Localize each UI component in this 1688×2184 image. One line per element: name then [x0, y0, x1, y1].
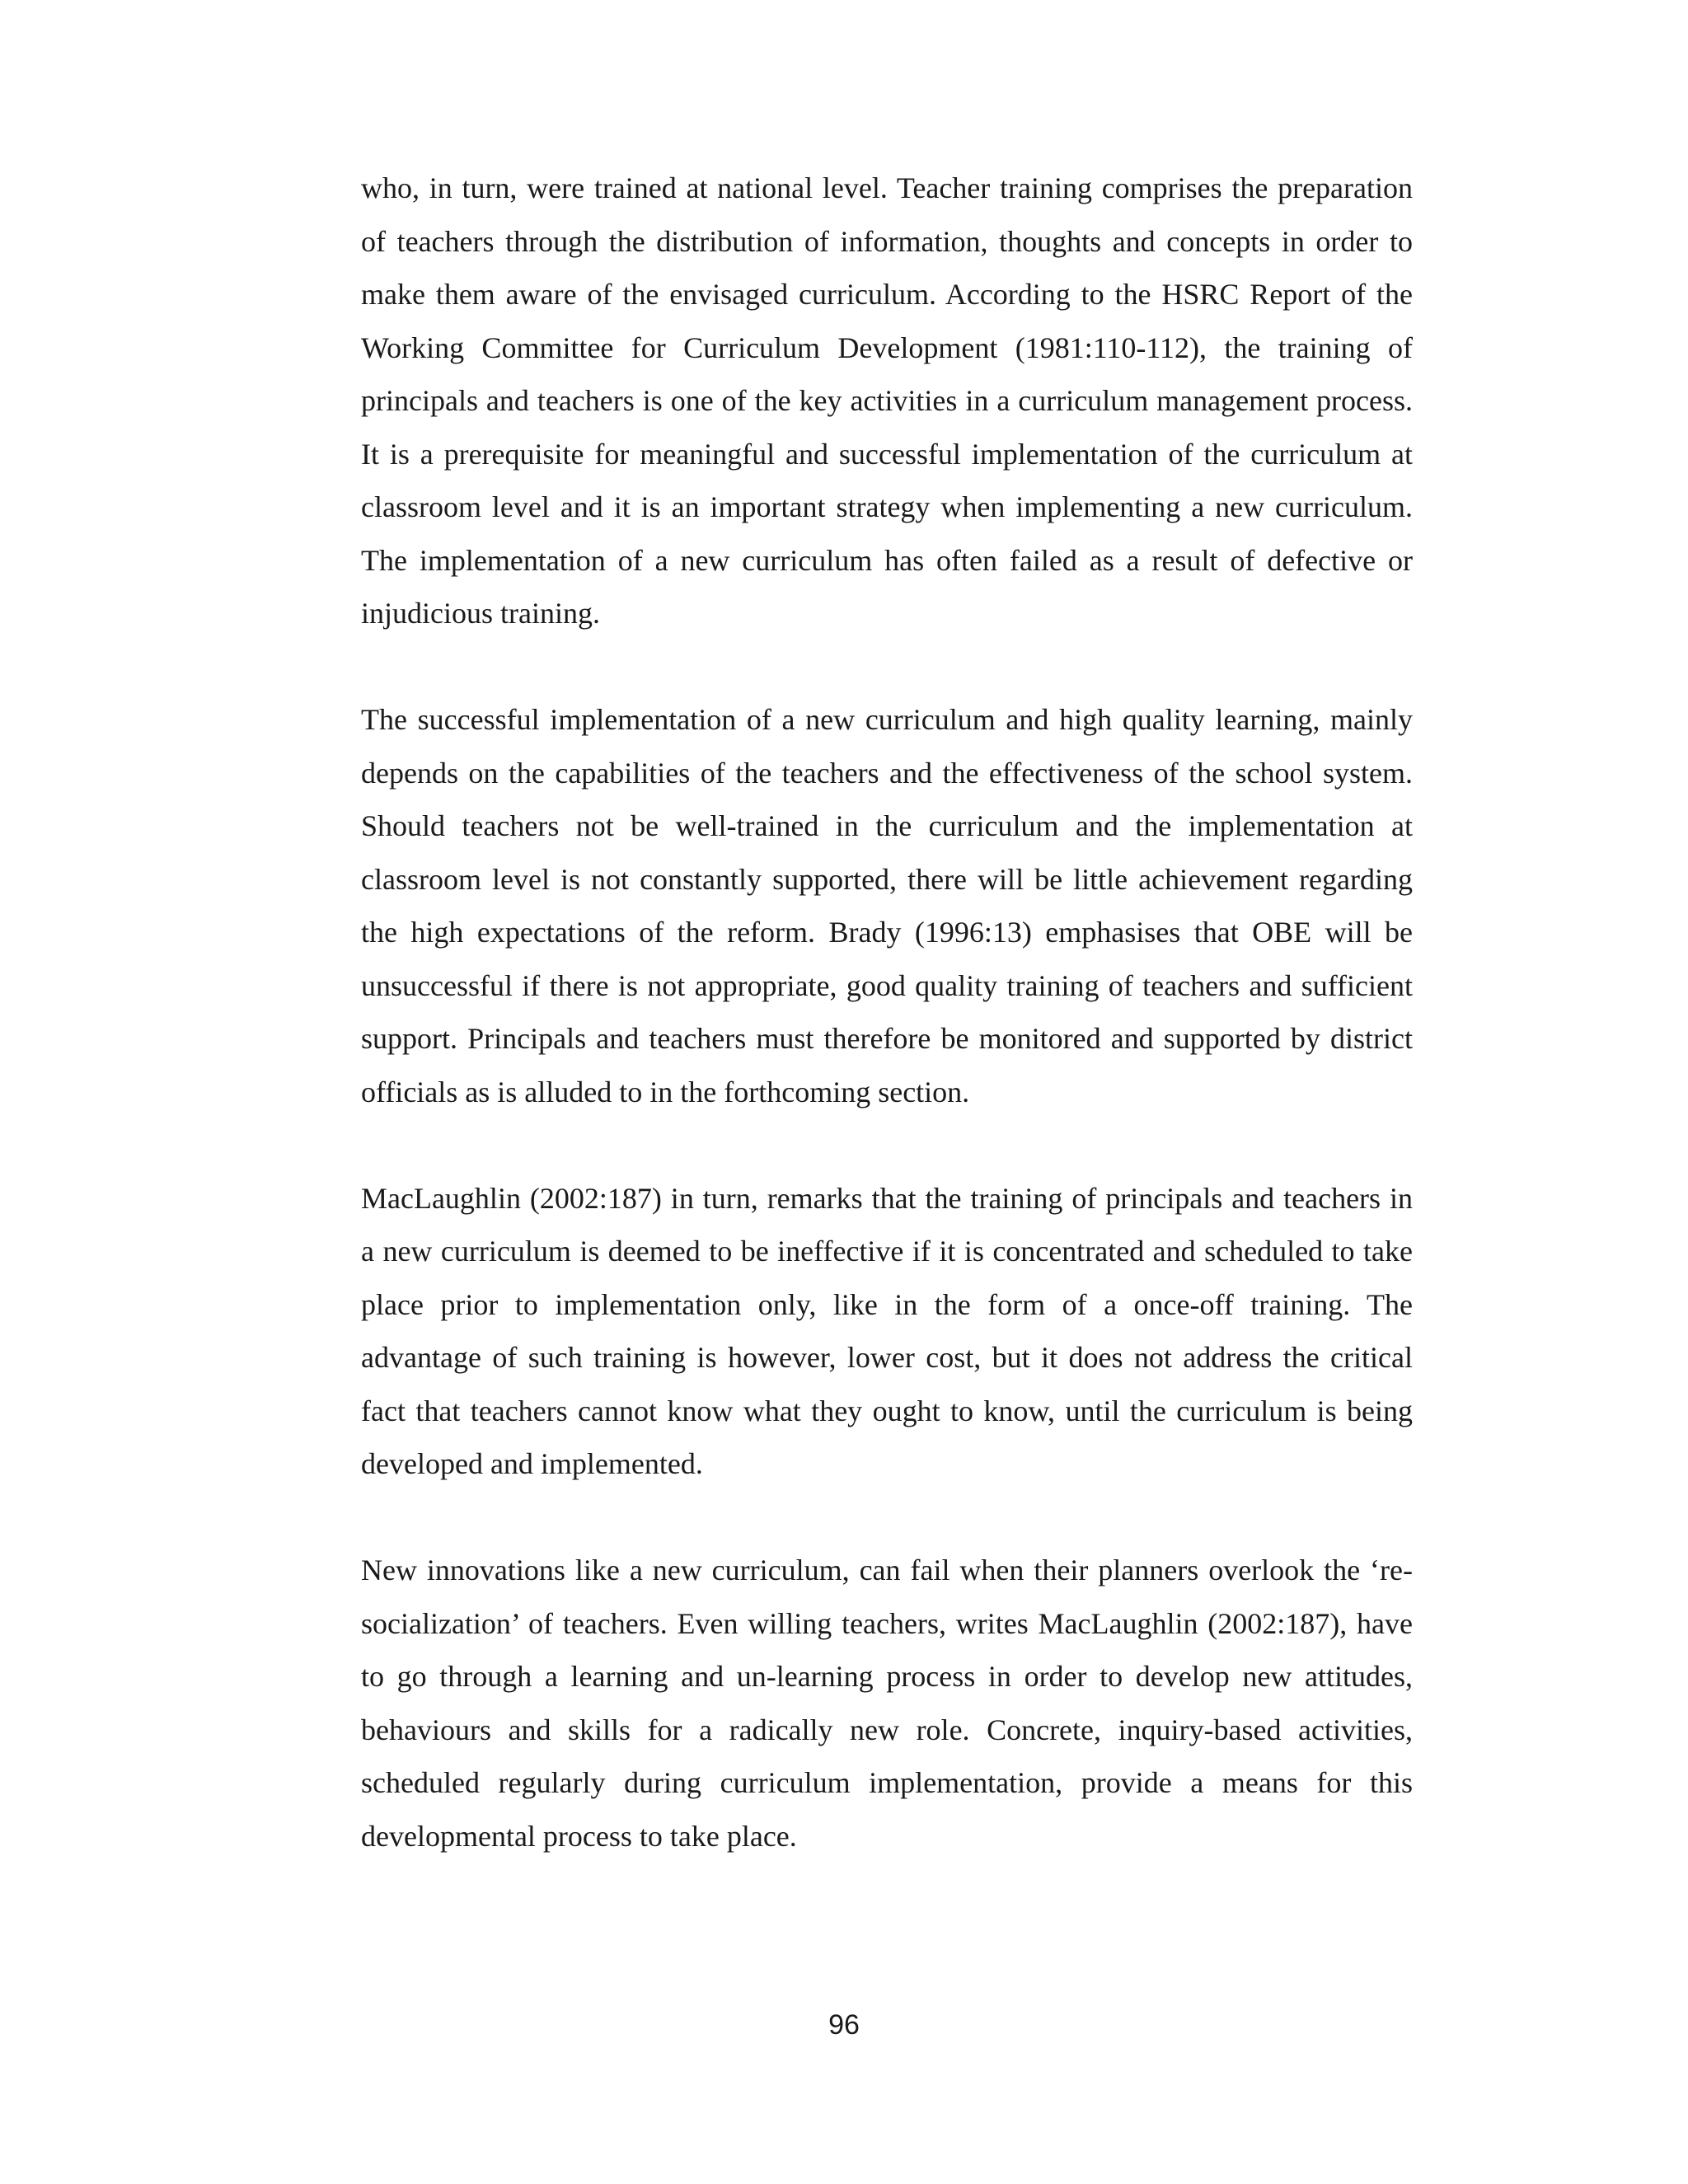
- paragraph-maclaughlin-training: MacLaughlin (2002:187) in turn, remarks that the training of principals and teachers in a new curriculum is deemed to be ineffective if it is concentrated and scheduled to take place prior to implementation only, like in the form of a once-off training. The advantage of such training is however, lower cost, but it does not address the critical fact that teachers cannot know what they ought to know, until the curriculum is being developed and implemented.: [361, 1181, 1413, 1480]
- paragraph-successful-implementation: The successful implementation of a new curriculum and high quality learning, mainly depends on the capabilities of the teachers and the effectiveness of the school system. Should teachers not be well-trained in the curriculum and the implementation at classroom level is not constantly supported, there will be little achievement regarding the high expectations of the reform. Brady (1996:13) emphasises that OBE will be unsuccessful if there is not appropriate, good quality training of teachers and sufficient support. Principals and teachers must therefore be monitored and supported by district officials as is alluded to in the forthcoming section.: [361, 703, 1413, 1108]
- paragraph-teacher-training: who, in turn, were trained at national level. Teacher training comprises the preparation of teachers through the distribution of information, thoughts and concepts in order to make them aware of the envisaged curriculum. According to the HSRC Report of the Working Committee for Curriculum Development (1981:110-112), the training of principals and teachers is one of the key activities in a curriculum management process. It is a prerequisite for meaningful and successful implementation of the curriculum at classroom level and it is an important strategy when implementing a new curriculum. The implementation of a new curriculum has often failed as a result of defective or injudicious training.: [361, 171, 1413, 630]
- page-number: 96: [828, 2009, 860, 2041]
- body-text: [361, 162, 1413, 1863]
- paragraph-new-innovations: New innovations like a new curriculum, can fail when their planners overlook the ‘re-socialization’ of teachers. Even willing teachers, writes MacLaughlin (2002:187), have to go through a learning and un-learning process in order to develop new attitudes, behaviours and skills for a radically new role. Concrete, inquiry-based activities, scheduled regularly during curriculum implementation, provide a means for this developmental process to take place.: [361, 1554, 1413, 1853]
